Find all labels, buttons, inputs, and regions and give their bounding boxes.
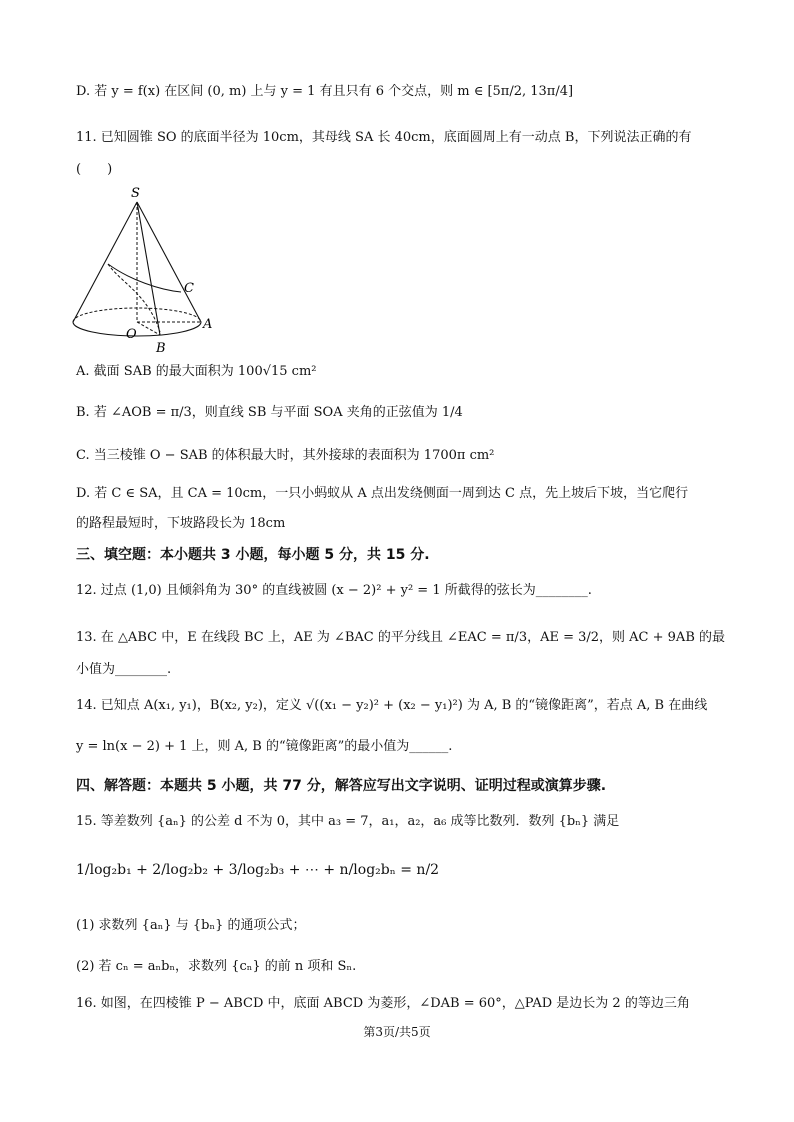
label-o: O — [126, 327, 137, 342]
q11-option-d-line1: D. 若 C ∈ SA，且 CA = 10cm，一只小蚂蚁从 A 点出发绕侧面一周到达 C 点，先上坡后下坡，当它爬行 — [76, 486, 689, 501]
q11-option-b: B. 若 ∠AOB = π/3，则直线 SB 与平面 SOA 夹角的正弦值为 1/4 — [76, 405, 463, 420]
cone-left-edge — [73, 202, 137, 322]
page-footer: 第3页/共5页 — [363, 1025, 431, 1039]
q11-option-d-line2: 的路程最短时，下坡路段长为 18cm — [76, 516, 286, 531]
q11-option-c: C. 当三棱锥 O − SAB 的体积最大时，其外接球的表面积为 1700π cm² — [76, 448, 495, 463]
q11-paren: ( ) — [76, 162, 113, 177]
radius-ob — [137, 322, 160, 335]
q14-line2: y = ln(x − 2) + 1 上，则 A, B 的“镜像距离”的最小值为______. — [76, 739, 453, 754]
q15-part1: (1) 求数列 {aₙ} 与 {bₙ} 的通项公式； — [76, 918, 306, 933]
q13-line2: 小值为________. — [76, 662, 172, 677]
cone-base-front — [73, 322, 201, 336]
q10-option-d — [76, 82, 573, 102]
label-b: B — [156, 341, 166, 354]
label-a: A — [203, 317, 213, 332]
ant-path-back — [108, 264, 181, 292]
label-c: C — [184, 281, 194, 296]
section-4-heading: 四、解答题：本题共 5 小题，共 77 分，解答应写出文字说明、证明过程或演算步骤. — [76, 778, 607, 794]
q16-stem: 16. 如图，在四棱锥 P − ABCD 中，底面 ABCD 为菱形，∠DAB = 60°，△PAD 是边长为 2 的等边三角 — [76, 996, 690, 1011]
q11-option-a: A. 截面 SAB 的最大面积为 100√15 cm² — [76, 364, 317, 379]
q11-stem: 11. 已知圆锥 SO 的底面半径为 10cm，其母线 SA 长 40cm，底面圆周上有一动点 B，下列说法正确的有 — [76, 130, 692, 145]
q15-stem: 15. 等差数列 {aₙ} 的公差 d 不为 0，其中 a₃ = 7，a₁，a₂，a₆ 成等比数列．数列 {bₙ} 满足 — [76, 814, 620, 829]
q13-line1: 13. 在 △ABC 中，E 在线段 BC 上，AE 为 ∠BAC 的平分线且 ∠EAC = π/3，AE = 3/2，则 AC + 9AB 的最 — [76, 630, 726, 645]
q14-line1: 14. 已知点 A(x₁, y₁)，B(x₂, y₂)，定义 √((x₁ − y₂)² + (x₂ − y₁)²) 为 A, B 的“镜像距离”，若点 A, B 在曲线 — [76, 698, 708, 713]
line-sb — [137, 202, 160, 335]
q15-formula: 1/log₂b₁ + 2/log₂b₂ + 3/log₂b₃ + ⋯ + n/log₂bₙ = n/2 — [76, 862, 440, 878]
section-3-heading: 三、填空题：本小题共 3 小题，每小题 5 分，共 15 分. — [76, 547, 430, 563]
cone-right-edge — [137, 202, 201, 322]
cone-figure — [60, 182, 230, 354]
q10-option-d-text: D. 若 y = f(x) 在区间 (0, m) 上与 y = 1 有且只有 6 个交点，则 m ∈ [5π/2, 13π/4] — [76, 84, 574, 99]
q15-part2: (2) 若 cₙ = aₙbₙ，求数列 {cₙ} 的前 n 项和 Sₙ. — [76, 959, 357, 974]
q12: 12. 过点 (1,0) 且倾斜角为 30° 的直线被圆 (x − 2)² + y² = 1 所截得的弦长为________. — [76, 583, 592, 598]
label-s: S — [131, 186, 140, 201]
